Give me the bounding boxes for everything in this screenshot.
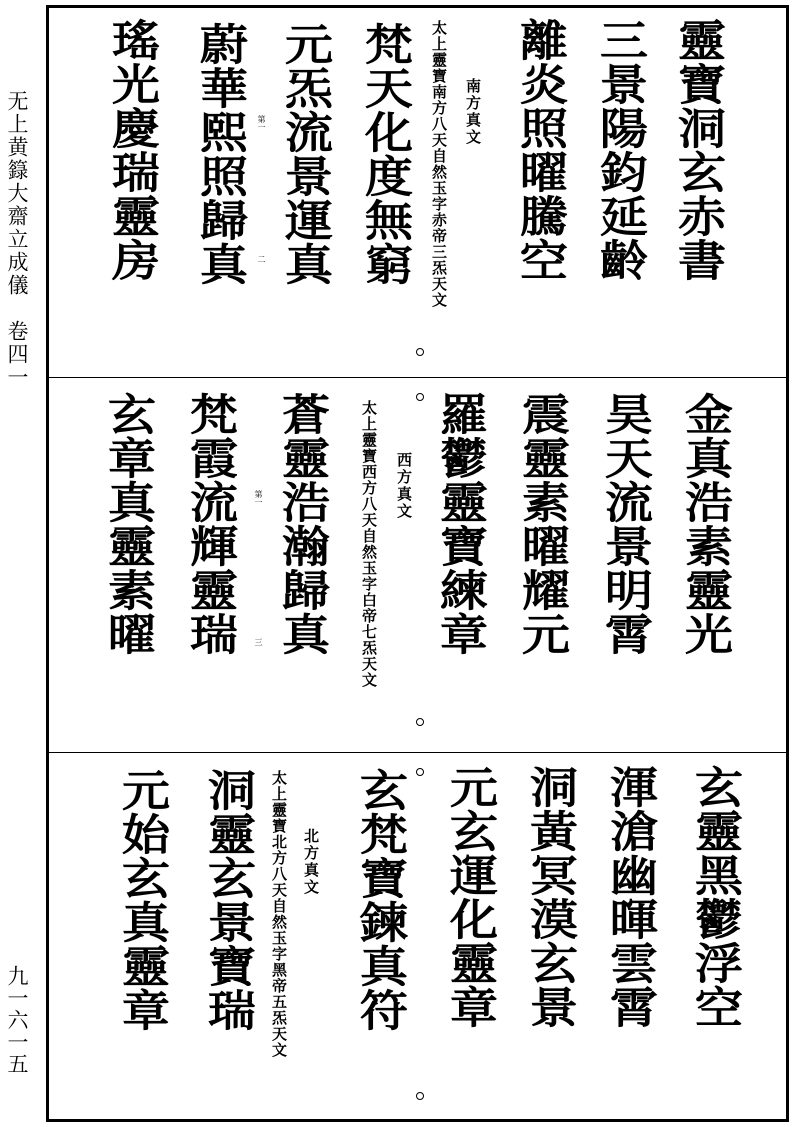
section-note: 第一 — [257, 115, 266, 131]
section-note: 第一 — [254, 490, 263, 506]
seal-column: 瑤光慶瑞靈房 — [104, 18, 160, 282]
ring-mark — [416, 718, 424, 726]
section-heading: 北方真文 — [302, 828, 320, 896]
ring-mark — [416, 1092, 424, 1100]
seal-column: 震靈素曜耀元 — [514, 392, 570, 656]
ring-mark — [416, 393, 424, 401]
seal-column: 元炁流景運真 — [277, 22, 333, 286]
section-note: 三 — [254, 638, 263, 646]
ring-mark — [416, 348, 424, 356]
seal-column: 金真浩素靈光 — [677, 392, 733, 656]
margin-page-number: 九一六一五 — [5, 965, 29, 1075]
seal-column: 靈寶洞玄赤書 — [670, 18, 726, 282]
seal-column: 洞黃冥漠玄景 — [522, 765, 578, 1029]
section-heading: 南方真文 — [464, 78, 482, 146]
seal-column: 梵霞流輝靈瑞 — [182, 392, 238, 656]
seal-column: 離炎照曜騰空 — [512, 18, 568, 282]
seal-column: 玄章真靈素曜 — [100, 392, 156, 656]
seal-column: 渾滄幽暉雲霄 — [602, 765, 658, 1029]
seal-column: 昊天流景明霄 — [597, 392, 653, 656]
seal-column: 元始玄真靈章 — [114, 768, 170, 1032]
section-subtitle: 太上靈寶西方八天自然玉字白帝七炁天文 — [360, 400, 378, 688]
section-heading: 西方真文 — [395, 452, 413, 520]
margin-book-title: 无上黄籙大齋立成儀 卷四一 — [5, 90, 29, 389]
seal-column: 蒼靈浩瀚歸真 — [274, 392, 330, 656]
section-subtitle: 太上靈寶南方八天自然玉字赤帝三炁天文 — [430, 20, 448, 308]
seal-column: 玄靈黑鬱浮空 — [687, 765, 743, 1029]
ring-mark — [416, 768, 424, 776]
section-subtitle: 太上靈寶北方八天自然玉字黑帝五炁天文 — [270, 770, 288, 1058]
section-divider-2 — [46, 752, 789, 753]
section-divider-1 — [46, 377, 789, 378]
seal-column: 三景陽鈞延齡 — [592, 18, 648, 282]
section-note: 二 — [257, 255, 266, 263]
seal-column: 梵天化度無窮 — [357, 22, 413, 286]
seal-column: 元玄運化靈章 — [442, 765, 498, 1029]
seal-column: 洞靈玄景寶瑞 — [200, 768, 256, 1032]
seal-column: 蔚華熙照歸真 — [192, 22, 248, 286]
seal-column: 羅鬱靈寶練章 — [432, 392, 488, 656]
seal-column: 玄梵寶鍊真符 — [352, 768, 408, 1032]
